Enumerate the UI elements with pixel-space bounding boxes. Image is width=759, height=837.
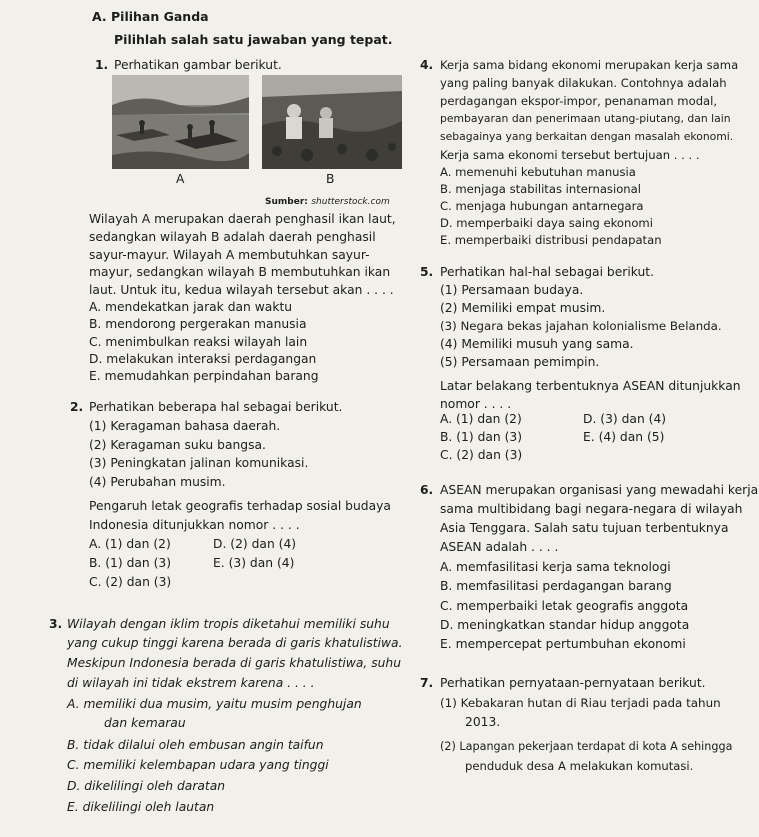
q5-number: 5. bbox=[420, 265, 434, 279]
q5-line: nomor . . . . bbox=[440, 397, 512, 411]
q2-line: Indonesia ditunjukkan nomor . . . . bbox=[89, 518, 300, 532]
q6-line: ASEAN merupakan organisasi yang mewadahi kerja bbox=[440, 483, 759, 497]
q4-option-c[interactable]: C. menjaga hubungan antarnegara bbox=[440, 199, 644, 213]
q4-option-b[interactable]: B. menjaga stabilitas internasional bbox=[440, 182, 641, 196]
q2-item: (4) Perubahan musim. bbox=[89, 475, 226, 489]
q7-item-cont: penduduk desa A melakukan komutasi. bbox=[465, 759, 694, 773]
q1-line: sayur-mayur. Wilayah A membutuhkan sayur- bbox=[89, 248, 370, 262]
q1-image-b-label: B bbox=[326, 172, 335, 186]
q7-item-cont: 2013. bbox=[465, 715, 501, 729]
q6-line: sama multibidang bagi negara-negara di wilayah bbox=[440, 502, 743, 516]
q6-option-c[interactable]: C. memperbaiki letak geografis anggota bbox=[440, 599, 689, 613]
q2-line: Pengaruh letak geografis terhadap sosial budaya bbox=[89, 499, 391, 513]
q5-option-a[interactable]: A. (1) dan (2) bbox=[440, 412, 522, 426]
q4-line: yang paling banyak dilakukan. Contohnya adalah bbox=[440, 76, 727, 90]
q5-line: Latar belakang terbentuknya ASEAN ditunjukkan bbox=[440, 379, 741, 393]
q6-option-a[interactable]: A. memfasilitasi kerja sama teknologi bbox=[440, 560, 671, 574]
q1-source-value: shutterstock.com bbox=[311, 197, 390, 207]
q1-prompt: Perhatikan gambar berikut. bbox=[114, 58, 282, 72]
q5-option-d[interactable]: D. (3) dan (4) bbox=[583, 412, 667, 426]
q1-image-a bbox=[112, 75, 249, 169]
q3-option-a[interactable]: A. memiliki dua musim, yaitu musim penghujan bbox=[67, 697, 362, 711]
q1-source-label: Sumber: bbox=[265, 197, 308, 207]
q3-option-d[interactable]: D. dikelilingi oleh daratan bbox=[67, 779, 226, 793]
q1-image-a-label: A bbox=[176, 172, 185, 186]
q4-number: 4. bbox=[420, 58, 434, 72]
q3-line: Wilayah dengan iklim tropis diketahui memiliki suhu bbox=[67, 617, 390, 631]
q3-line: yang cukup tinggi karena berada di garis khatulistiwa. bbox=[67, 636, 403, 650]
q1-image-b bbox=[262, 75, 402, 169]
q3-option-e[interactable]: E. dikelilingi oleh lautan bbox=[67, 800, 215, 814]
q1-line: Wilayah A merupakan daerah penghasil ikan laut, bbox=[89, 212, 396, 226]
q7-item: (2) Lapangan pekerjaan terdapat di kota A sehingga bbox=[440, 740, 733, 753]
q1-line: sedangkan wilayah B adalah daerah penghasil bbox=[89, 230, 376, 244]
q5-item: (1) Persamaan budaya. bbox=[440, 283, 584, 297]
q4-option-d[interactable]: D. memperbaiki daya saing ekonomi bbox=[440, 216, 653, 230]
q5-prompt: Perhatikan hal-hal sebagai berikut. bbox=[440, 265, 655, 279]
q3-number: 3. bbox=[49, 617, 63, 631]
q1-source bbox=[265, 194, 390, 207]
q3-option-c[interactable]: C. memiliki kelembapan udara yang tinggi bbox=[67, 758, 329, 772]
q3-line: Meskipun Indonesia berada di garis khatulistiwa, suhu bbox=[67, 656, 402, 670]
q6-option-b[interactable]: B. memfasilitasi perdagangan barang bbox=[440, 579, 672, 593]
q4-line: Kerja sama ekonomi tersebut bertujuan . . . . bbox=[440, 148, 700, 162]
section-instruction: Pilihlah salah satu jawaban yang tepat. bbox=[114, 32, 393, 47]
q2-item: (3) Peningkatan jalinan komunikasi. bbox=[89, 456, 309, 470]
q4-line: sebagainya yang berkaitan dengan masalah ekonomi. bbox=[440, 130, 734, 143]
q5-item: (2) Memiliki empat musim. bbox=[440, 301, 606, 315]
q2-option-b[interactable]: B. (1) dan (3) bbox=[89, 556, 172, 570]
q4-option-e[interactable]: E. memperbaiki distribusi pendapatan bbox=[440, 233, 662, 247]
q5-item: (5) Persamaan pemimpin. bbox=[440, 355, 600, 369]
q2-option-a[interactable]: A. (1) dan (2) bbox=[89, 537, 171, 551]
q4-line: pembayaran dan penerimaan utang-piutang, dan lain bbox=[440, 112, 731, 125]
q1-option-e[interactable]: E. memudahkan perpindahan barang bbox=[89, 369, 319, 383]
q4-line: Kerja sama bidang ekonomi merupakan kerja sama bbox=[440, 58, 739, 72]
q6-line: Asia Tenggara. Salah satu tujuan terbentuknya bbox=[440, 521, 729, 535]
q5-option-b[interactable]: B. (1) dan (3) bbox=[440, 430, 523, 444]
q2-item: (2) Keragaman suku bangsa. bbox=[89, 438, 266, 452]
q6-number: 6. bbox=[420, 483, 434, 497]
q6-option-d[interactable]: D. meningkatkan standar hidup anggota bbox=[440, 618, 690, 632]
q2-item: (1) Keragaman bahasa daerah. bbox=[89, 419, 281, 433]
q2-option-d[interactable]: D. (2) dan (4) bbox=[213, 537, 297, 551]
section-title: A. Pilihan Ganda bbox=[92, 9, 209, 24]
q5-item: (3) Negara bekas jajahan kolonialisme Belanda. bbox=[440, 319, 722, 333]
q4-option-a[interactable]: A. memenuhi kebutuhan manusia bbox=[440, 165, 636, 179]
q5-option-c[interactable]: C. (2) dan (3) bbox=[440, 448, 523, 462]
q6-line: ASEAN adalah . . . . bbox=[440, 540, 559, 554]
q1-number: 1. bbox=[95, 58, 109, 72]
q1-option-d[interactable]: D. melakukan interaksi perdagangan bbox=[89, 352, 317, 366]
q2-prompt: Perhatikan beberapa hal sebagai berikut. bbox=[89, 400, 343, 414]
q1-line: laut. Untuk itu, kedua wilayah tersebut akan . . . . bbox=[89, 283, 394, 297]
q5-option-e[interactable]: E. (4) dan (5) bbox=[583, 430, 665, 444]
q6-option-e[interactable]: E. mempercepat pertumbuhan ekonomi bbox=[440, 637, 686, 651]
q3-option-b[interactable]: B. tidak dilalui oleh embusan angin taifun bbox=[67, 738, 324, 752]
q1-option-a[interactable]: A. mendekatkan jarak dan waktu bbox=[89, 300, 293, 314]
q5-item: (4) Memiliki musuh yang sama. bbox=[440, 337, 634, 351]
q1-line: mayur, sedangkan wilayah B membutuhkan ikan bbox=[89, 265, 391, 279]
q4-line: perdagangan ekspor-impor, penanaman modal, bbox=[440, 94, 718, 108]
q7-prompt: Perhatikan pernyataan-pernyataan berikut. bbox=[440, 676, 706, 690]
q7-number: 7. bbox=[420, 676, 434, 690]
q3-line: di wilayah ini tidak ekstrem karena . . . . bbox=[67, 676, 315, 690]
q1-option-c[interactable]: C. menimbulkan reaksi wilayah lain bbox=[89, 335, 308, 349]
q2-number: 2. bbox=[70, 400, 84, 414]
q1-option-b[interactable]: B. mendorong pergerakan manusia bbox=[89, 317, 307, 331]
q7-item: (1) Kebakaran hutan di Riau terjadi pada tahun bbox=[440, 696, 721, 710]
q3-option-a-cont: dan kemarau bbox=[104, 716, 186, 730]
q2-option-c[interactable]: C. (2) dan (3) bbox=[89, 575, 172, 589]
q2-option-e[interactable]: E. (3) dan (4) bbox=[213, 556, 295, 570]
